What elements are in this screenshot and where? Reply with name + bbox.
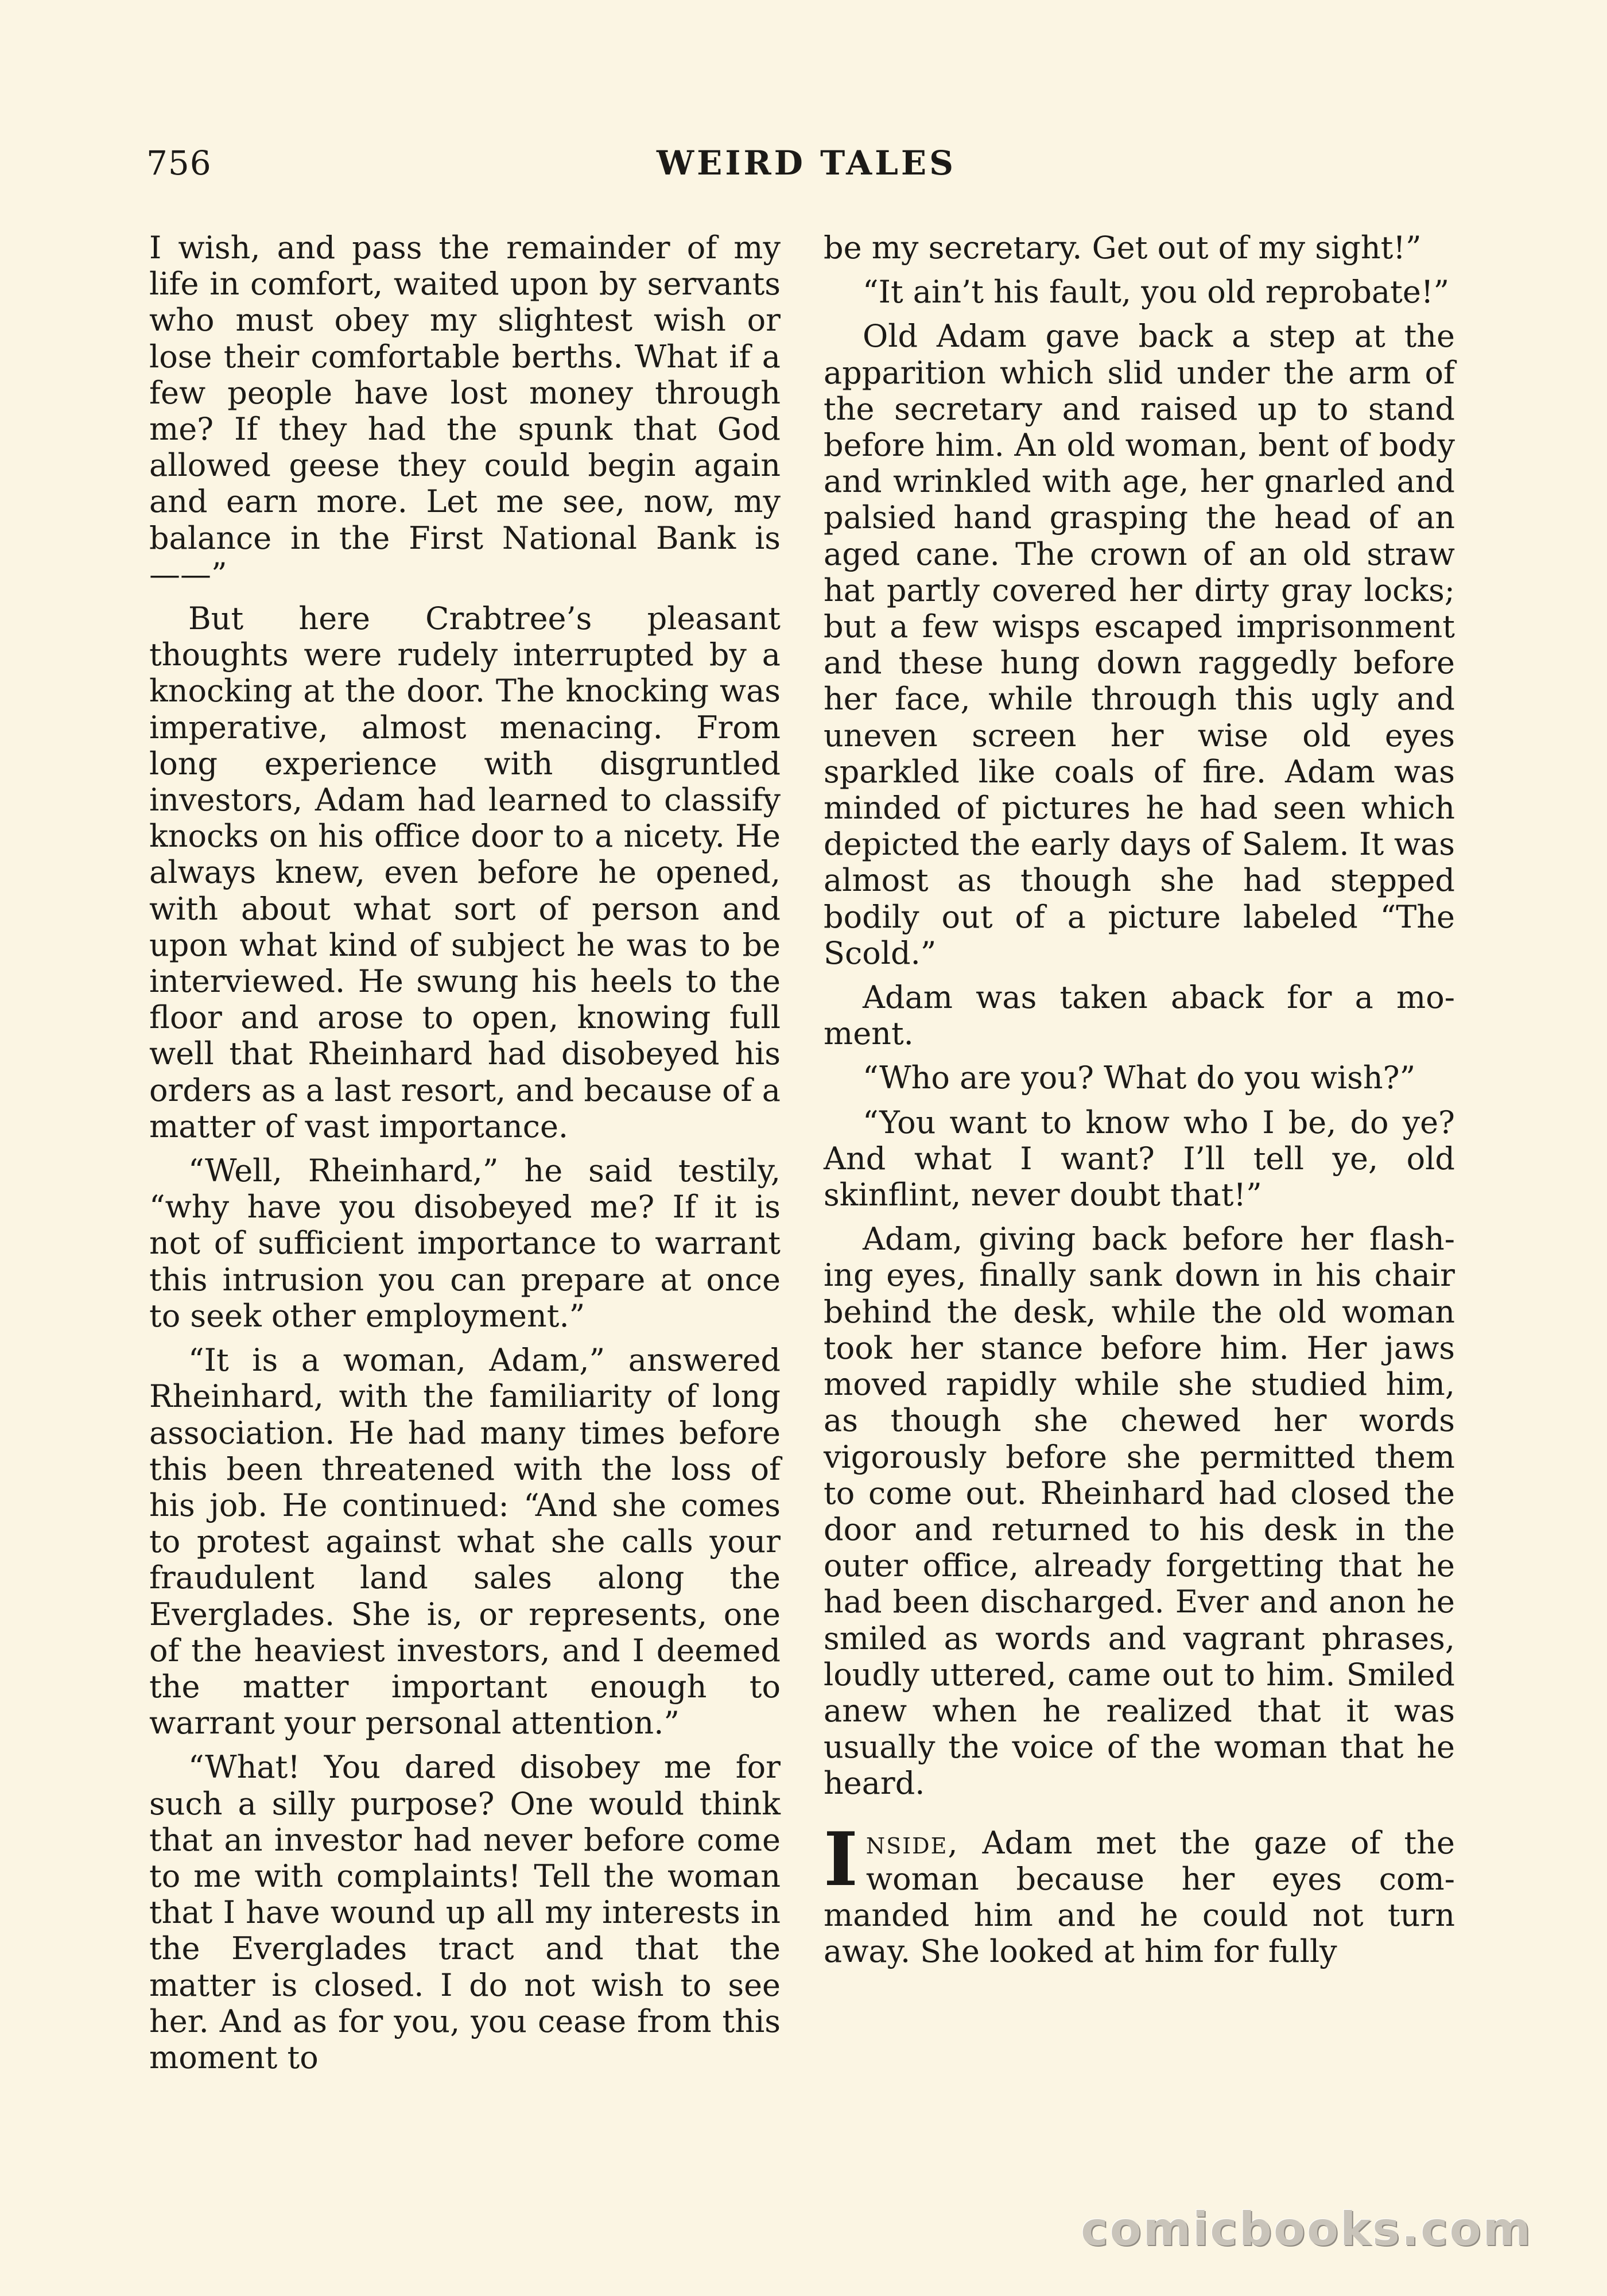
paragraph: Old Adam gave back a step at the apparition which slid under the arm of the secretary and raised up to stand before him. An old woman, bent of body and wrinkled with age, her gnarled and palsied hand grasping the head of an aged cane. The crown of an old straw hat partly covered her dirty gray locks; but a few wisps escaped imprisonment and these hung down raggedly before her face, while through this ugly and uneven screen her wise old eyes sparkled like coals of fire. Adam was minded of pictures he had seen which depicted the early days of Salem. It was almost as though she had stepped bodily out of a picture labeled “The Scold.”	[824, 318, 1455, 971]
paragraph: “Who are you? What do you wish?”	[863, 1060, 1416, 1096]
watermark-logo: comicbooks.com	[1081, 2202, 1532, 2256]
paragraph: But here Crabtree’s pleasant thoughts were rudely interrupted by a knocking at the door. The knocking was imperative, almost menacing. From long experience with disgruntled investors, Adam had learned to classify knocks on his office door to a nicety. He always knew, even before he opened, with about what sort of person and upon what kind of subject he was to be interviewed. He swung his heels to the floor and arose to open, knowing full well that Rheinhard had disobeyed his orders as a last resort, and because of a matter of vast importance.	[149, 600, 781, 1145]
paragraph: Adam, giving back before her flashing eyes, finally sank down in his chair behind the desk, while the old woman took her stance before him. Her jaws moved rapidly while she studied him, as though she chewed her words vigorously before she permitted them to come out. Rheinhard had closed the door and returned to his desk in the outer office, already forgetting that he had been discharged. Ever and anon he smiled as words and vagrant phrases, loudly uttered, came out to him. Smiled anew when he realized that it was usually the voice of the woman that he heard.	[824, 1221, 1455, 1802]
paragraph: “You want to know who I be, do ye? And what I want? I’ll tell ye, old skinflint, never doubt that!”	[824, 1104, 1455, 1213]
paragraph: “It ain’t his fault, you old reprobate!”	[863, 274, 1450, 311]
left-column	[149, 230, 781, 2084]
small-caps-lead: nside,	[865, 1824, 959, 1861]
paragraph: “Well, Rheinhard,” he said testily, “why have you disobeyed me? If it is not of sufficient importance to warrant this intrusion you can prepare at once to seek other employment.”	[149, 1153, 781, 1334]
section-opening-paragraph	[824, 1816, 1455, 1970]
page-header	[146, 144, 1466, 195]
paragraph-text: Adam met the gaze of the woman because her eyes commanded him and he could not turn away. She looked at him for fully	[824, 1824, 1455, 1970]
page-number: 756	[146, 144, 212, 183]
drop-cap: I	[824, 1816, 858, 1903]
paragraph: Adam was taken aback for a moment.	[824, 979, 1455, 1052]
paragraph: “It is a woman, Adam,” answered Rheinhard, with the familiarity of long association. He had many times before this been threatened with the loss of his job. He continued: “And she comes to protest against what she calls your fraudulent land sales along the Everglades. She is, or represents, one of the heaviest investors, and I deemed the matter important enough to warrant your personal attention.”	[149, 1342, 781, 1742]
paragraph: be my secretary. Get out of my sight!”	[824, 230, 1422, 266]
running-head: WEIRD TALES	[656, 144, 957, 183]
paragraph: I wish, and pass the remainder of my life in comfort, waited upon by servants who must obey my slightest wish or lose their comfortable berths. What if a few people have lost money through me? If they had the spunk that God allowed geese they could begin again and earn more. Let me see, now, my balance in the First National Bank is——”	[149, 230, 781, 592]
right-column	[824, 230, 1455, 1977]
paragraph: “What! You dared disobey me for such a silly purpose? One would think that an investor had never before come to me with complaints! Tell the woman that I have wound up all my interests in the Everglades tract and that the matter is closed. I do not wish to see her. And as for you, you cease from this moment to	[149, 1749, 781, 2076]
